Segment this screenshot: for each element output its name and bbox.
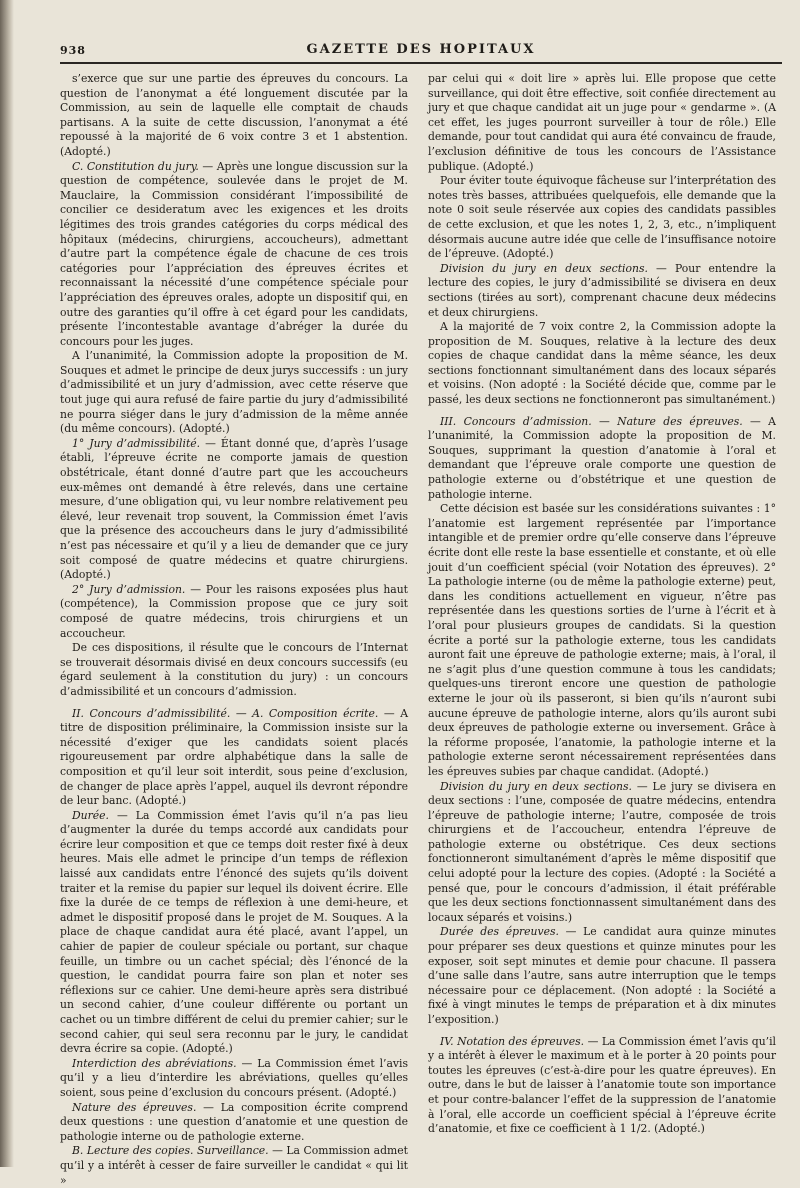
- paragraph-heading: Interdiction des abréviations.: [72, 1056, 237, 1070]
- paragraph: [428, 72, 776, 174]
- paragraph-heading: 2° Jury d’admission.: [72, 582, 186, 596]
- paragraph: [60, 72, 408, 160]
- paragraph-text: — Le jury se divisera en deux sections : l’une, composée de quatre médecins, entendra l’épreuve de pathologie interne; l’autre, composée de trois chirurgiens et de l’accoucheur, entendra l’épreuve de pathologie externe ou obstétrique. Ces deux sections fonctionneront simultanément d’après le même dispositif que celui adopté pour la lecture des copies. (Adopté : la Société a pensé que, pour le concours d’admission, il était préférable que les deux sections fonctionnassent simultanément dans des locaux séparés et voisins.): [428, 779, 776, 924]
- paragraph: [60, 641, 408, 699]
- paragraph-heading: II. Concours d’admissibilité. — A. Composition écrite.: [72, 706, 379, 720]
- paragraph-text: par celui qui « doit lire » après lui. Elle propose que cette surveillance, qui doit être effective, soit confiée directement au jury et que chaque candidat ait un juge pour « gendarme ». (A cet effet, les juges pourront surveiller à tour de rôle.) Elle demande, pour tout candidat qui aura été convaincu de fraude, l’exclusion définitive de tous les concours de l’Assistance publique. (Adopté.): [428, 72, 776, 173]
- paragraph: [60, 809, 408, 1057]
- paragraph: [428, 780, 776, 926]
- page-number: 938: [60, 44, 86, 57]
- paragraph-text: — La Commission admet qu’il y a intérêt à cesser de faire surveiller le candidat « qui lit »: [60, 1144, 408, 1187]
- paragraph-text: s’exerce que sur une partie des épreuves du concours. La question de l’anonymat a été longuement discutée par la Commission, au sein de laquelle elle comptait de chauds partisans. A la suite de cette discussion, l’anonymat a été repoussé à la majorité de 6 voix contre 3 et 1 abstention. (Adopté.): [60, 72, 408, 158]
- paragraph-heading: Nature des épreuves.: [72, 1100, 197, 1114]
- paragraph-text: — La Commission émet l’avis qu’il y a lieu d’interdire les abréviations, quelles qu’elles soient, sous peine d’exclusion du concours présent. (Adopté.): [60, 1056, 408, 1099]
- paragraph-text: — A titre de disposition préliminaire, la Commission insiste sur la nécessité d’exiger que les candidats soient placés rigoureusement par ordre alphabétique dans la salle de composition et qu’il leur soit interdit, sous peine d’exclusion, de changer de place après l’appel, auquel ils devront répondre de leur banc. (Adopté.): [60, 706, 408, 808]
- text-columns: [60, 72, 782, 1187]
- paragraph: [60, 1101, 408, 1145]
- paragraph-heading: Division du jury en deux sections.: [440, 779, 632, 793]
- paragraph-text: — La composition écrite comprend deux questions : une question d’anatomie et une question de pathologie interne ou de pathologie externe.: [60, 1100, 408, 1143]
- paragraph-text: — A l’unanimité, la Commission adopte la proposition de M. Souques, supprimant la question d’anatomie à l’oral et demandant que l’épreuve orale comporte une question de pathologie externe ou d’obstétrique et une question de pathologie interne.: [428, 414, 776, 501]
- paragraph-text: — La Commission émet l’avis qu’il y a intérêt à élever le maximum et à le porter à 20 points pour toutes les épreuves (c’est-à-dire pour les quatre épreuves). En outre, dans le but de laisser à l’anatomie toute son importance et pour contre-balancer l’effet de la suppression de l’anatomie à l’oral, elle accorde un coefficient spécial à l’épreuve écrite d’anatomie, et fixe ce coefficient à 1 1/2. (Adopté.): [428, 1034, 776, 1136]
- paragraph-heading: III. Concours d’admission. — Nature des épreuves.: [440, 414, 743, 428]
- paragraph-text: A la majorité de 7 voix contre 2, la Commission adopte la proposition de M. Souques, relative à la lecture des deux copies de chaque candidat dans la même séance, les deux sections fonctionnant simultanément dans des locaux séparés et voisins. (Non adopté : la Société décide que, comme par le passé, les deux sections ne fonctionneront pas simultanément.): [428, 320, 776, 407]
- paragraph: [60, 1144, 408, 1188]
- paragraph-text: — Après une longue discussion sur la question de compétence, soulevée dans le projet de M. Mauclaire, la Commission considérant l’impossibilité de concilier ce desideratum avec les exigences et les droits légitimes des trois grandes catégories du corps médical des hôpitaux (médecins, chirurgiens, accoucheurs), admettant d’autre part la compétence égale de chacune de ces trois catégories pour l’appréciation des épreuves écrites et reconnaissant la nécessité d’une compétence spéciale pour l’appréciation des épreuves orales, adopte un dispositif qui, en outre des garanties qu’il offre à cet égard pour les candidats, présente l’incontestable avantage d’abréger la durée du concours pour les juges.: [60, 159, 408, 348]
- paragraph-text: Cette décision est basée sur les considérations suivantes : 1° l’anatomie est largement représentée par l’importance intangible et de premier ordre qu’elle conserve dans l’épreuve écrite dont elle reste la base essentielle et constante, et où elle jouit d’un coefficient spécial (voir Notation des épreuves). 2° La pathologie interne (ou de même la pathologie externe) peut, dans les conditions actuellement en vigueur, n’être pas représentée dans les questions sorties de l’urne à l’écrit et à l’oral pour plusieurs groupes de candidats. Si la question écrite a porté sur la pathologie externe, tous les candidats auront fait une épreuve de pathologie externe; mais, à l’oral, il ne s’agit plus d’une question commune à tous les candidats; quelques-uns tireront encore une question de pathologie externe le jour où ils passeront, si bien qu’ils n’auront subi aucune épreuve de pathologie interne, alors qu’ils auront subi deux épreuves de pathologie externe ou inversement. Grâce à la réforme proposée, l’anatomie, la pathologie interne et la pathologie externe seront nécessairement représentées dans les épreuves subies par chaque candidat. (Adopté.): [428, 502, 776, 778]
- paragraph: [428, 320, 776, 408]
- paragraph-text: — Le candidat aura quinze minutes pour préparer ses deux questions et quinze minutes pour les exposer, soit sept minutes et demie pour chacune. Il passera d’une salle dans l’autre, sans autre interruption que le temps nécessaire pour ce déplacement. (Non adopté : la Société a fixé à vingt minutes le temps de préparation et à dix minutes l’exposition.): [428, 925, 776, 1026]
- paragraph: [60, 707, 408, 809]
- page-binding-shadow: [0, 0, 14, 1167]
- paragraph: [428, 415, 776, 503]
- paragraph: [60, 437, 408, 583]
- left-column: [60, 72, 409, 1187]
- paragraph-heading: IV. Notation des épreuves.: [440, 1034, 585, 1048]
- paragraph-text: — Pour les raisons exposées plus haut (compétence), la Commission propose que ce jury soit composé de quatre médecins, trois chirurgiens et un accoucheur.: [60, 582, 409, 640]
- paragraph-text: — Étant donné que, d’après l’usage établi, l’épreuve écrite ne comporte jamais de question obstétricale, étant donné d’autre part que les accoucheurs eux-mêmes ont demandé à être relevés, dans une certaine mesure, d’une obligation qui, vu leur nombre relativement peu élevé, leur revenait trop souvent, la Commission émet l’avis que la présence des accoucheurs dans le jury d’admissibilité n’est pas nécessaire et qu’il y a lieu de demander que ce jury soit composé de quatre médecins et quatre chirurgiens. (Adopté.): [60, 436, 408, 582]
- paragraph: [428, 1035, 776, 1137]
- paragraph-text: — Pour entendre la lecture des copies, le jury d’admissibilité se divisera en deux sections (tirées au sort), comprenant chacune deux médecins et deux chirurgiens.: [428, 261, 776, 319]
- paragraph: [60, 349, 408, 437]
- newspaper-page: [60, 38, 782, 1187]
- page-header: [60, 38, 782, 64]
- paragraph: [60, 583, 408, 641]
- paragraph-text: — La Commission émet l’avis qu’il n’a pas lieu d’augmenter la durée du temps accordé aux candidats pour écrire leur composition et que ce temps doit rester fixé à deux heures. Mais elle admet le principe d’un temps de réflexion laissé aux candidats entre l’énoncé des sujets qu’ils doivent traiter et la remise du papier sur lequel ils doivent écrire. Elle fixe la durée de ce temps de réflexion à une demi-heure, et admet le dispositif proposé dans le projet de M. Souques. A la place de chaque candidat aura été placé, avant l’appel, un cahier de papier de couleur spéciale ou portant, sur chaque feuille, un timbre ou un cachet spécial; dès l’énoncé de la question, le candidat pourra faire son plan et noter ses réflexions sur ce cahier. Une demi-heure après sera distribué un second cahier, d’une couleur différente ou portant un cachet ou un timbre différent de celui du premier cahier; sur le second cahier, qui seul sera reconnu par le jury, le candidat devra écrire sa copie. (Adopté.): [60, 808, 408, 1056]
- running-title: GAZETTE DES HOPITAUX: [306, 42, 536, 57]
- paragraph-heading: 1° Jury d’admissibilité.: [72, 436, 201, 450]
- paragraph: [428, 925, 776, 1027]
- paragraph: [60, 160, 408, 350]
- paragraph-heading: Durée.: [72, 808, 109, 822]
- paragraph-heading: Durée des épreuves.: [440, 925, 559, 939]
- right-column: [428, 72, 776, 1158]
- paragraph: [60, 1057, 408, 1101]
- paragraph: [428, 174, 776, 262]
- paragraph-text: A l’unanimité, la Commission adopte la proposition de M. Souques et admet le principe de deux jurys successifs : un jury d’admissibilité et un jury d’admission, avec cette réserve que tout juge qui aura refusé de faire partie du jury d’admissibilité ne pourra siéger dans le jury d’admission de la même année (du même concours). (Adopté.): [60, 349, 408, 436]
- paragraph-text: Pour éviter toute équivoque fâcheuse sur l’interprétation des notes très basses, attribuées quelquefois, elle demande que la note 0 soit seule réservée aux copies des candidats passibles de cette exclusion, et que les notes 1, 2, 3, etc., n’impliquent désormais aucune autre idée que celle de l’insuffisance notoire de l’épreuve. (Adopté.): [428, 174, 776, 261]
- paragraph-heading: Division du jury en deux sections.: [440, 261, 648, 275]
- paragraph: [428, 262, 776, 320]
- paragraph-text: De ces dispositions, il résulte que le concours de l’Internat se trouverait désormais divisé en deux concours successifs (eu égard seulement à la constitution du jury) : un concours d’admissibilité et un concours d’admission.: [60, 641, 408, 698]
- paragraph-heading: B. Lecture des copies. Surveillance.: [72, 1144, 269, 1158]
- paragraph-heading: C. Constitution du jury.: [72, 159, 199, 173]
- paragraph: [428, 502, 776, 779]
